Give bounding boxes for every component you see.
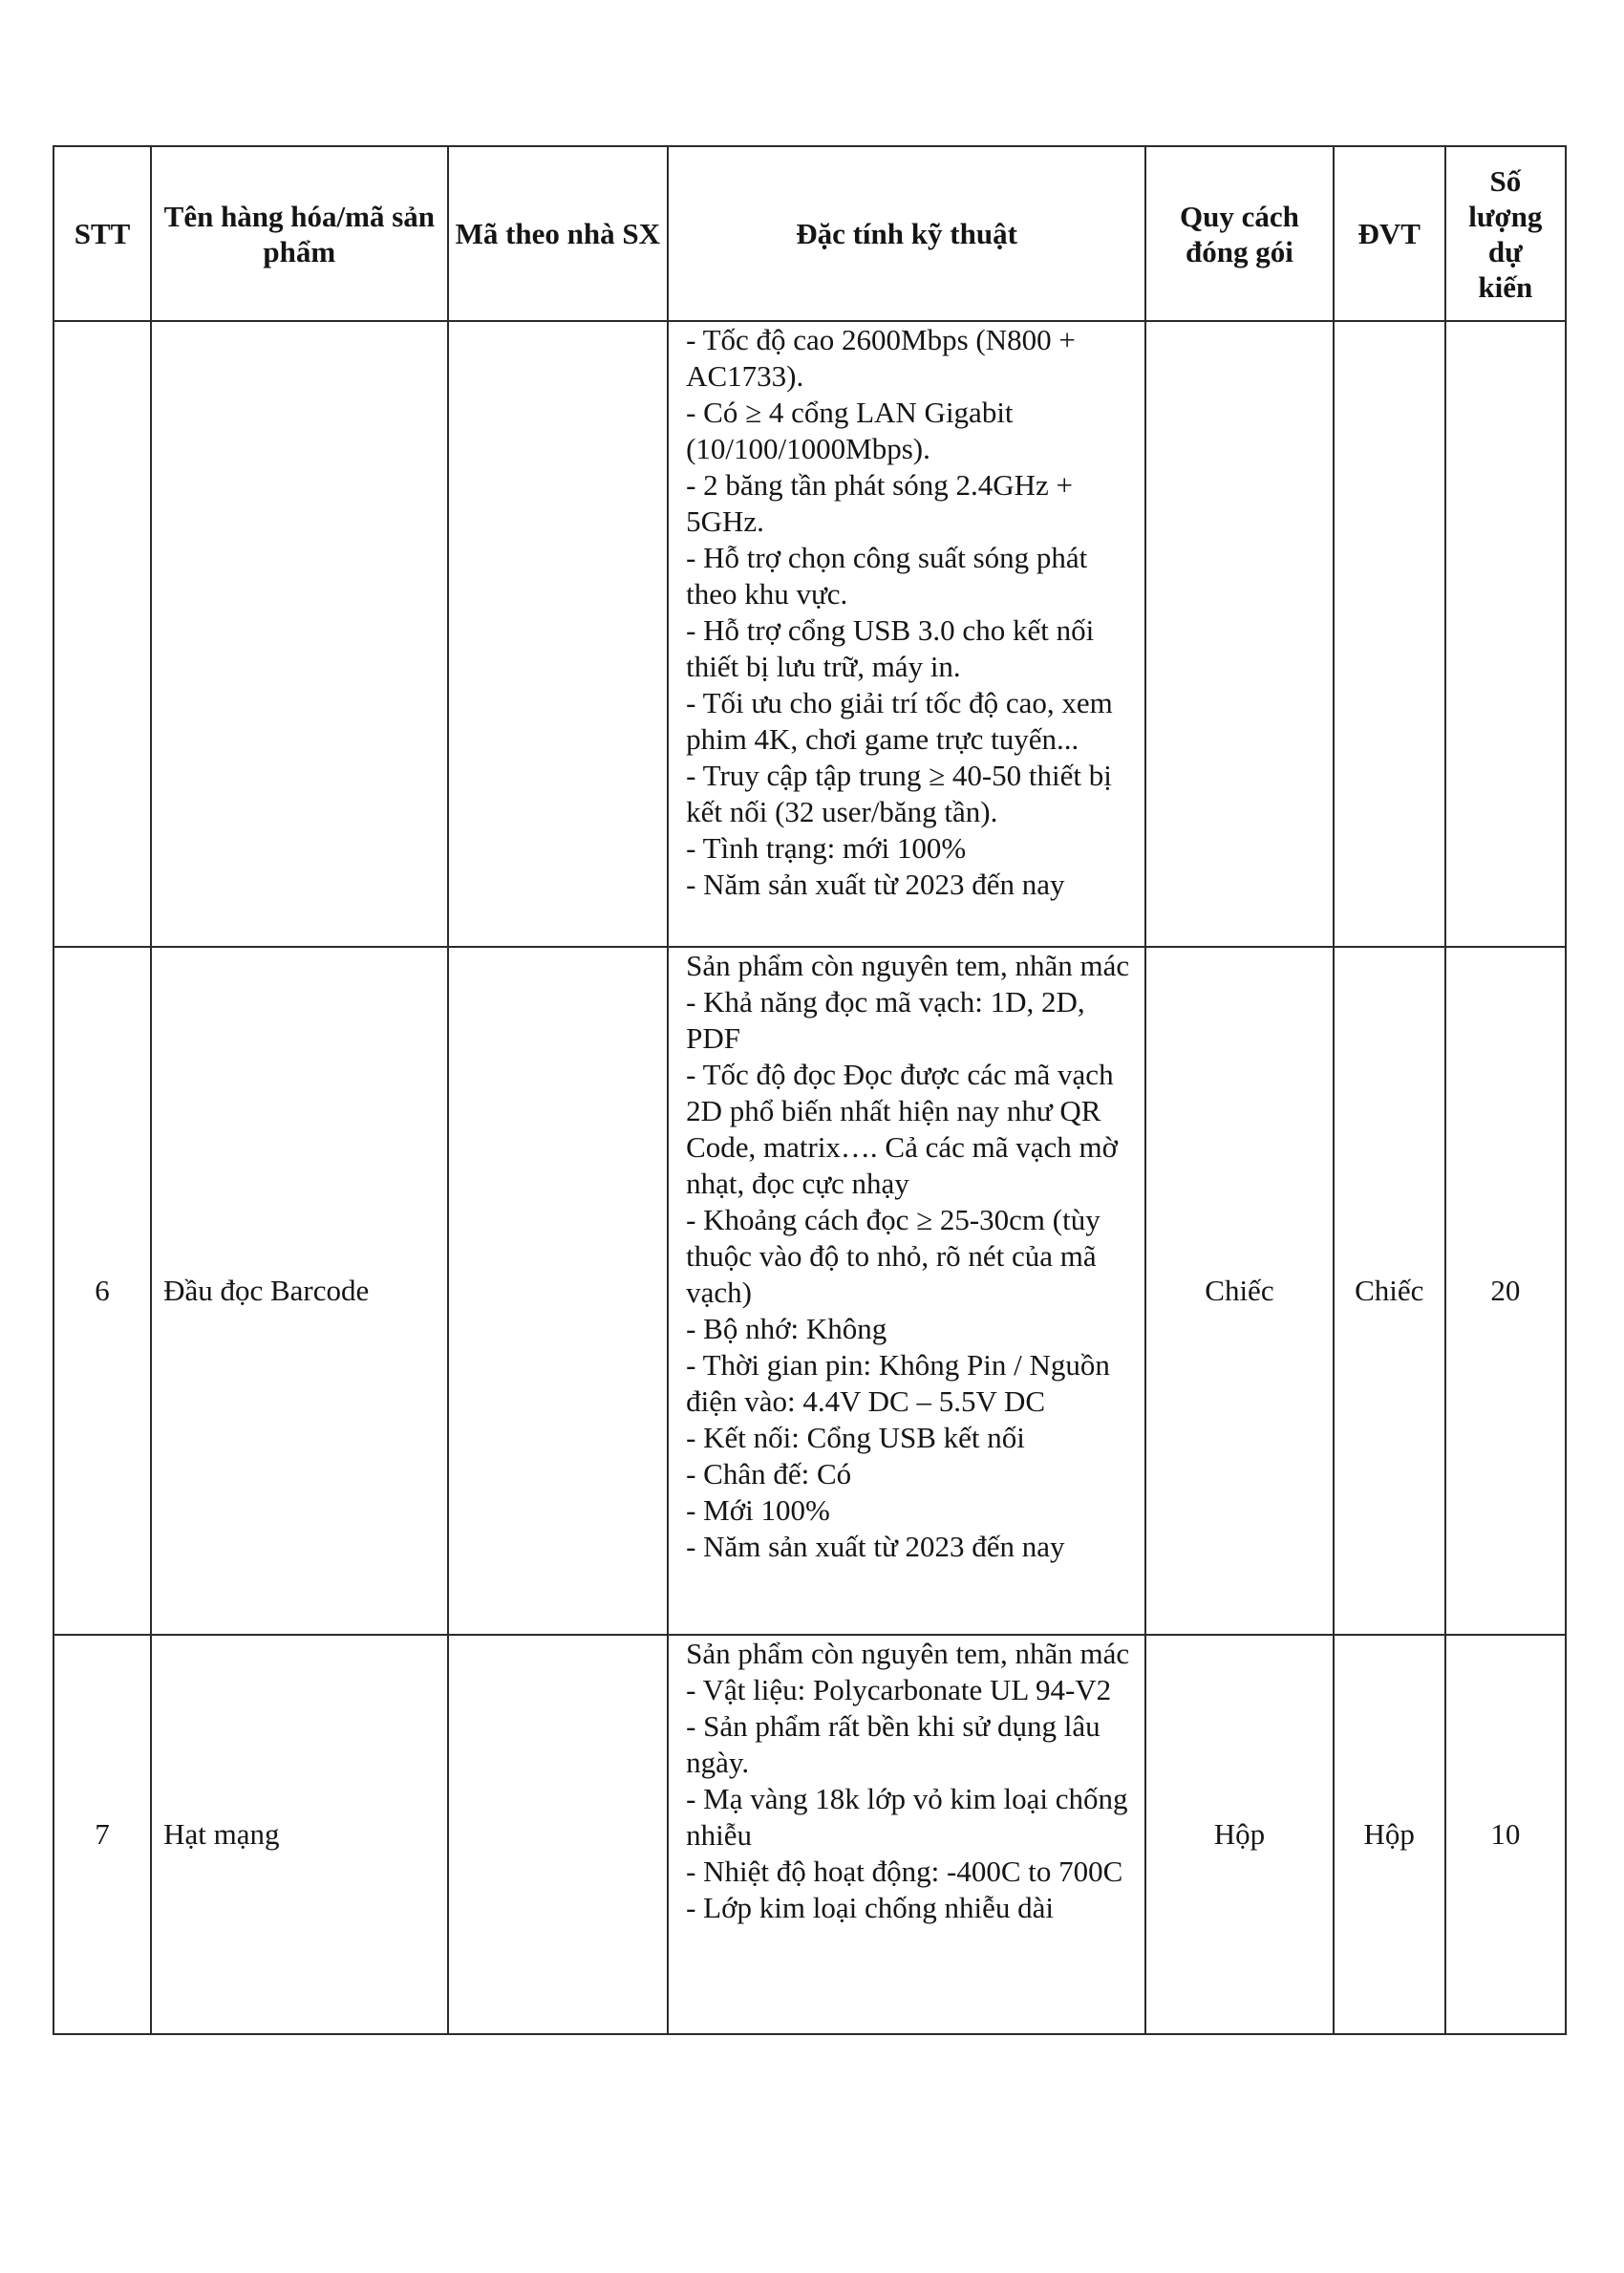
header-unit: ĐVT — [1334, 146, 1445, 321]
cell-unit — [1334, 321, 1445, 947]
spec-line: Sản phẩm còn nguyên tem, nhãn mác — [686, 1637, 1130, 1670]
spec-line: - Vật liệu: Polycarbonate UL 94-V2 — [686, 1673, 1112, 1706]
header-quantity — [1445, 146, 1566, 321]
cell-product-name: Hạt mạng — [151, 1635, 447, 2034]
spec-line: - Tình trạng: mới 100% — [686, 831, 967, 865]
cell-product-name — [151, 321, 447, 947]
header-stt: STT — [53, 146, 151, 321]
spec-line: - Năm sản xuất từ 2023 đến nay — [686, 868, 1065, 901]
spec-line: - Kết nối: Cổng USB kết nối — [686, 1421, 1025, 1454]
header-specs: Đặc tính kỹ thuật — [668, 146, 1145, 321]
cell-packaging: Chiếc — [1145, 947, 1334, 1635]
spec-line: - Lớp kim loại chống nhiễu dài — [686, 1891, 1054, 1924]
cell-unit: Hộp — [1334, 1635, 1445, 2034]
spec-line: - Tối ưu cho giải trí tốc độ cao, xem phim 4K, chơi game trực tuyến... — [686, 686, 1113, 756]
table-row — [53, 1635, 1566, 2034]
spec-line: - Hỗ trợ chọn công suất sóng phát theo khu vực. — [686, 541, 1088, 611]
spec-line: - Có ≥ 4 cổng LAN Gigabit (10/100/1000Mbps). — [686, 396, 1014, 465]
spec-line: Sản phẩm còn nguyên tem, nhãn mác — [686, 949, 1130, 982]
table-header-row — [53, 146, 1566, 321]
cell-specs — [668, 321, 1145, 947]
cell-packaging — [1145, 321, 1334, 947]
cell-quantity: 10 — [1445, 1635, 1566, 2034]
header-quantity-line: kiến — [1478, 269, 1533, 304]
cell-stt: 6 — [53, 947, 151, 1635]
cell-quantity: 20 — [1445, 947, 1566, 1635]
spec-line: - Mạ vàng 18k lớp vỏ kim loại chống nhiễu — [686, 1782, 1128, 1852]
specification-table — [53, 145, 1567, 2035]
spec-line: - Khoảng cách đọc ≥ 25-30cm (tùy thuộc vào độ to nhỏ, rõ nét của mã vạch) — [686, 1203, 1100, 1309]
spec-line: - Sản phẩm rất bền khi sử dụng lâu ngày. — [686, 1709, 1100, 1779]
header-quantity-line: dự — [1487, 234, 1523, 268]
spec-line: - Bộ nhớ: Không — [686, 1312, 887, 1345]
cell-manufacturer-code — [448, 321, 669, 947]
spec-line: - Nhiệt độ hoạt động: -400C to 700C — [686, 1855, 1123, 1888]
spec-line: - Tốc độ cao 2600Mbps (N800 + AC1733). — [686, 323, 1076, 393]
spec-line: - Tốc độ đọc Đọc được các mã vạch 2D phổ biến nhất hiện nay như QR Code, matrix…. Cả các mã vạch mờ nhạt, đọc cực nhạy — [686, 1058, 1119, 1200]
spec-line: - 2 băng tần phát sóng 2.4GHz + 5GHz. — [686, 468, 1073, 538]
cell-stt: 7 — [53, 1635, 151, 2034]
table-row — [53, 321, 1566, 947]
cell-manufacturer-code — [448, 1635, 669, 2034]
spec-line: - Chân đế: Có — [686, 1457, 852, 1490]
cell-packaging: Hộp — [1145, 1635, 1334, 2034]
cell-stt — [53, 321, 151, 947]
header-quantity-line: Số — [1489, 163, 1522, 198]
cell-manufacturer-code — [448, 947, 669, 1635]
spec-line: - Mới 100% — [686, 1493, 830, 1527]
header-packaging: Quy cách đóng gói — [1145, 146, 1334, 321]
cell-specs — [668, 947, 1145, 1635]
spec-line: - Khả năng đọc mã vạch: 1D, 2D, PDF — [686, 985, 1085, 1055]
cell-quantity — [1445, 321, 1566, 947]
cell-unit: Chiếc — [1334, 947, 1445, 1635]
spec-line: - Truy cập tập trung ≥ 40-50 thiết bị kết nối (32 user/băng tần). — [686, 759, 1112, 828]
header-quantity-line: lượng — [1468, 199, 1543, 233]
spec-line: - Hỗ trợ cổng USB 3.0 cho kết nối thiết bị lưu trữ, máy in. — [686, 613, 1095, 683]
table-row — [53, 947, 1566, 1635]
header-product-name: Tên hàng hóa/mã sản phẩm — [151, 146, 447, 321]
cell-specs — [668, 1635, 1145, 2034]
spec-line: - Thời gian pin: Không Pin / Nguồn điện vào: 4.4V DC – 5.5V DC — [686, 1348, 1110, 1418]
spec-line: - Năm sản xuất từ 2023 đến nay — [686, 1530, 1065, 1563]
header-manufacturer-code: Mã theo nhà SX — [448, 146, 669, 321]
cell-product-name: Đầu đọc Barcode — [151, 947, 447, 1635]
